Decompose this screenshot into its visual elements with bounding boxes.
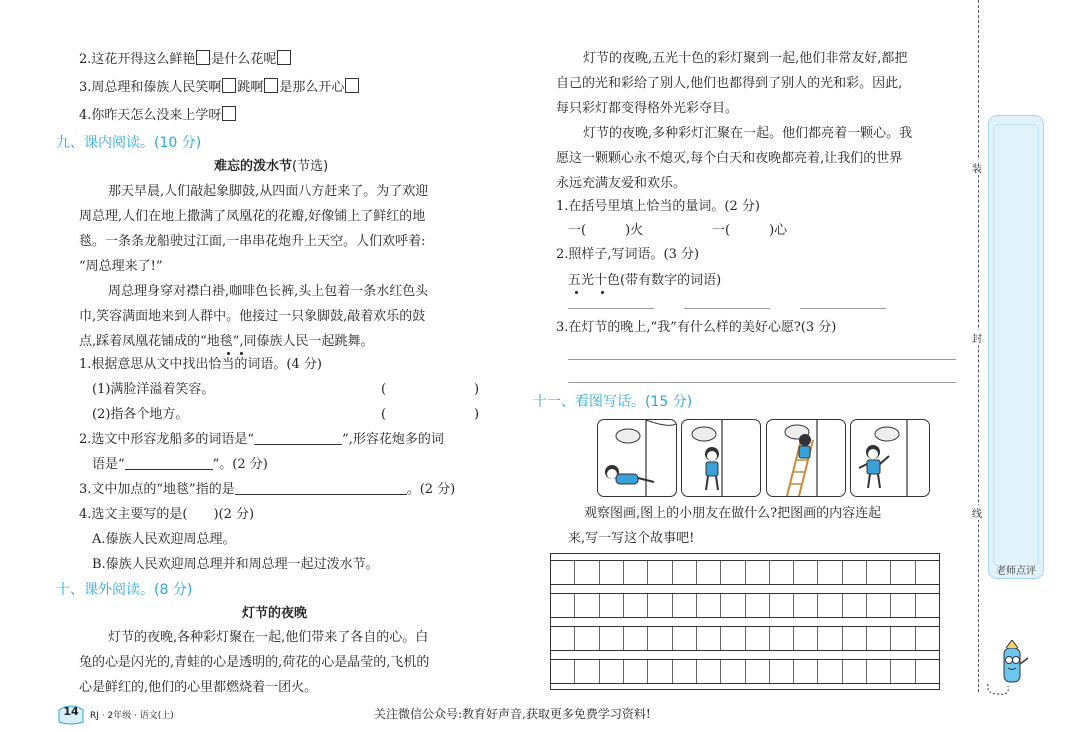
passage-title: 难忘的泼水节(节选) bbox=[214, 159, 329, 174]
passage-line: 每只彩灯都变得格外光彩夺目。 bbox=[556, 101, 739, 116]
page-number: 14 bbox=[63, 705, 79, 718]
emphasis-dot bbox=[601, 291, 604, 294]
emphasis-dot bbox=[240, 352, 243, 355]
passage-line: 永远充满友爱和欢乐。 bbox=[556, 176, 687, 191]
passage-line: “周总理来了!” bbox=[79, 259, 163, 274]
passage-line: 周总理身穿对襟白褂,咖啡色长裤,头上包着一条水红色头 bbox=[108, 284, 429, 299]
passage-line: 灯节的夜晚,各种彩灯聚在一起,他们带来了各自的心。白 bbox=[108, 630, 429, 645]
example-word: 五光十色(带有数字的词语) bbox=[568, 273, 722, 288]
picture-panel-1 bbox=[597, 419, 677, 497]
question-10-1: 1.在括号里填上恰当的量词。(2 分) bbox=[556, 199, 760, 214]
answer-box[interactable] bbox=[196, 50, 210, 65]
option-a[interactable]: A.傣族人民欢迎周总理。 bbox=[92, 532, 236, 547]
passage-line: 那天早晨,人们敲起象脚鼓,从四面八方赶来了。为了欢迎 bbox=[108, 184, 429, 199]
teacher-comment-label: 老师点评 bbox=[996, 566, 1036, 577]
question-9-4: 4.选文主要写的是( )(2 分) bbox=[79, 507, 255, 522]
question-9-1a: (1)满脸洋溢着笑容。 bbox=[92, 382, 215, 397]
question-10-2: 2.照样子,写词语。(3 分) bbox=[556, 247, 700, 262]
boy-looking-up-illustration bbox=[682, 420, 760, 496]
question-9-1b: (2)指各个地方。 bbox=[92, 407, 189, 422]
answer-line[interactable] bbox=[684, 308, 770, 309]
passage-title: 灯节的夜晚 bbox=[242, 606, 308, 621]
emphasis-dot bbox=[575, 291, 578, 294]
question-9-3: 3.文中加点的“地毯”指的是 。(2 分) bbox=[79, 482, 456, 497]
paren-open: ( bbox=[381, 407, 387, 422]
writing-grid[interactable] bbox=[550, 553, 940, 690]
grid-row[interactable] bbox=[551, 593, 939, 618]
grid-row[interactable] bbox=[551, 626, 939, 651]
passage-line: 兔的心是闪光的,青蛙的心是透明的,荷花的心是晶莹的,飞机的 bbox=[79, 655, 430, 670]
writing-prompt-line: 观察图画,图上的小朋友在做什么?把图画的内容连起 bbox=[584, 506, 882, 521]
answer-blank[interactable] bbox=[125, 469, 213, 470]
book-label: RJ · 2年级 · 语文(上) bbox=[90, 711, 174, 721]
passage-line: 心是鲜红的,他们的心里都燃烧着一团火。 bbox=[79, 680, 318, 695]
answer-box[interactable] bbox=[264, 78, 278, 93]
passage-line: 灯节的夜晚,五光十色的彩灯聚到一起,他们非常友好,都把 bbox=[583, 51, 908, 66]
answer-line[interactable] bbox=[568, 382, 956, 383]
question-9-2-cont: 语是“ ”。(2 分) bbox=[92, 457, 268, 472]
passage-line: 毯。一条条龙船驶过江面,一串串花炮升上天空。人们欢呼着: bbox=[79, 234, 426, 249]
grid-row[interactable] bbox=[551, 659, 939, 684]
teacher-comment-area[interactable] bbox=[993, 124, 1039, 566]
answer-box[interactable] bbox=[345, 78, 359, 93]
option-b[interactable]: B.傣族人民欢迎周总理并和周总理一起过泼水节。 bbox=[92, 557, 379, 572]
answer-line[interactable] bbox=[800, 308, 886, 309]
answer-box[interactable] bbox=[277, 50, 291, 65]
boy-resting-illustration bbox=[598, 420, 676, 496]
passage-line: 周总理,人们在地上撒满了凤凰花的花瓣,好像铺上了鲜红的地 bbox=[79, 209, 426, 224]
binding-char: 封 bbox=[972, 330, 982, 345]
picture-panel-2 bbox=[681, 419, 761, 497]
passage-line: 灯节的夜晚,多种彩灯汇聚在一起。他们都亮着一颗心。我 bbox=[583, 126, 913, 141]
question-9-2: 2.选文中形容龙船多的词语是“ ”,形容花炮多的词 bbox=[79, 432, 444, 447]
section-9-heading: 九、课内阅读。(10 分) bbox=[56, 135, 202, 151]
boy-climbing-ladder-illustration bbox=[767, 420, 845, 496]
binding-char: 装 bbox=[972, 160, 982, 175]
writing-prompt-line: 来,写一写这个故事吧! bbox=[568, 531, 695, 546]
answer-line[interactable] bbox=[568, 359, 956, 360]
paren-open: ( bbox=[381, 382, 387, 397]
binding-char: 线 bbox=[972, 505, 982, 520]
question-3-line: 3.周总理和傣族人民笑啊 跳啊 是那么开心 bbox=[79, 78, 360, 97]
boy-waving-illustration bbox=[851, 420, 929, 496]
teacher-comment-panel bbox=[988, 115, 1044, 579]
passage-line: 自己的光和彩给了别人,他们也都得到了别人的光和彩。因此, bbox=[556, 76, 903, 91]
paren-close: ) bbox=[474, 407, 480, 422]
passage-line: 愿这一颗颗心永不熄灭,每个白天和夜晚都亮着,让我们的世界 bbox=[556, 151, 903, 166]
passage-line: 巾,笑容满面地来到人群中。他接过一只象脚鼓,敲着欢乐的鼓 bbox=[79, 309, 426, 324]
question-9-1: 1.根据意思从文中找出恰当的词语。(4 分) bbox=[79, 357, 322, 372]
grid-row[interactable] bbox=[551, 560, 939, 585]
section-10-heading: 十、课外阅读。(8 分) bbox=[56, 582, 193, 598]
answer-line[interactable] bbox=[568, 308, 654, 309]
picture-panel-3 bbox=[766, 419, 846, 497]
binding-line bbox=[978, 0, 979, 692]
measure-word-a[interactable]: 一( )火 bbox=[568, 223, 644, 238]
pencil-mascot-icon bbox=[984, 640, 1034, 698]
answer-blank[interactable] bbox=[235, 494, 407, 495]
answer-box[interactable] bbox=[222, 106, 236, 121]
question-4-line: 4.你昨天怎么没来上学呀 bbox=[79, 106, 237, 125]
question-2-line: 2.这花开得这么鲜艳 是什么花呢 bbox=[79, 50, 292, 69]
picture-panel-4 bbox=[850, 419, 930, 497]
question-10-3: 3.在灯节的晚上,“我”有什么样的美好心愿?(3 分) bbox=[556, 320, 837, 335]
measure-word-b[interactable]: 一( )心 bbox=[712, 223, 788, 238]
section-11-heading: 十一、看图写话。(15 分) bbox=[533, 394, 693, 410]
emphasis-dot bbox=[227, 352, 230, 355]
paren-close: ) bbox=[474, 382, 480, 397]
answer-box[interactable] bbox=[222, 78, 236, 93]
footer-notice: 关注微信公众号:教育好声音,获取更多免费学习资料! bbox=[374, 707, 651, 721]
passage-line: 点,踩着凤凰花铺成的“地毯”,同傣族人民一起跳舞。 bbox=[79, 334, 374, 349]
answer-blank[interactable] bbox=[254, 444, 342, 445]
